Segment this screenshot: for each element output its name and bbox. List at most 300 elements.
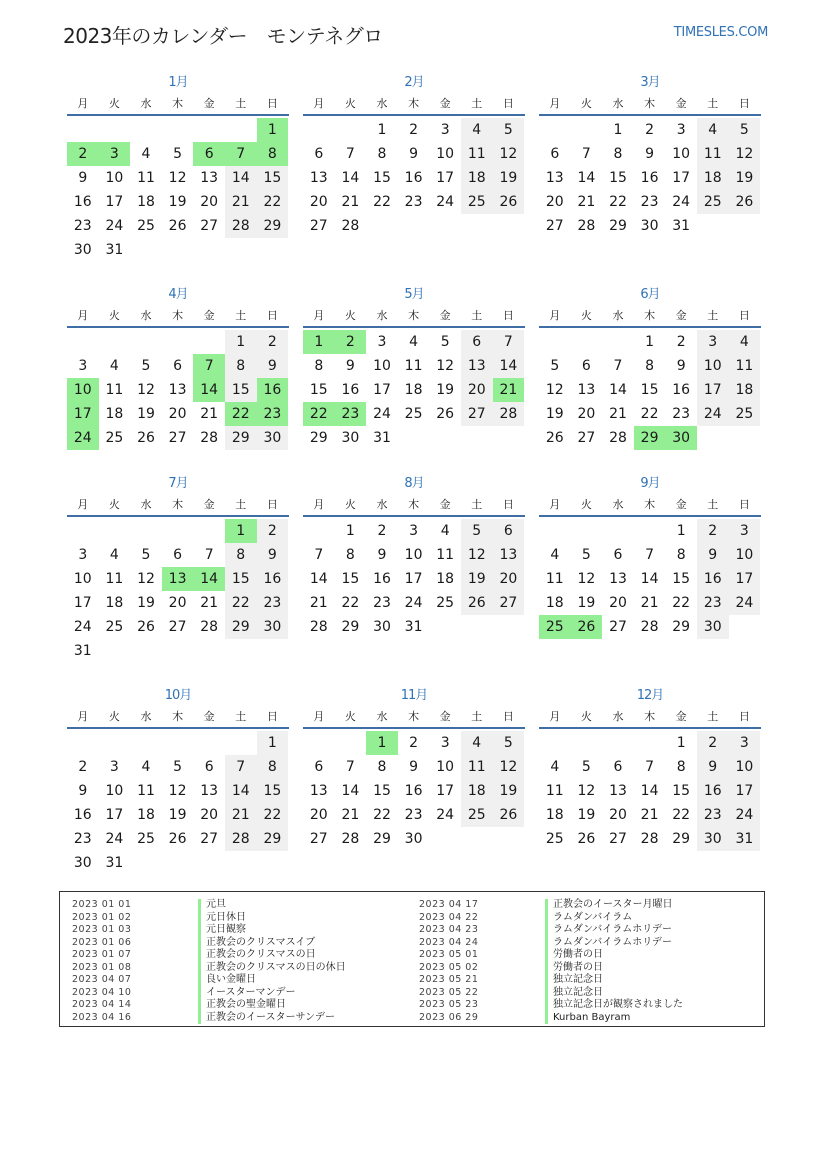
legend-row [419, 924, 683, 937]
legend-holiday-name: ラムダンバイラムホリデー [545, 937, 672, 950]
weekday-header [539, 94, 761, 116]
month-block [67, 685, 289, 875]
empty-cell [335, 731, 367, 755]
empty-cell [303, 118, 335, 142]
weekday-label: 木 [644, 498, 656, 511]
weekday-label: 月 [77, 309, 89, 322]
day-cell: 15 [257, 166, 289, 190]
month-name: 9月 [640, 476, 660, 491]
day-cell: 21 [200, 595, 219, 611]
day-cell: 30 [257, 426, 289, 450]
holiday-day-cell: 6 [193, 142, 225, 166]
day-cell: 3 [409, 523, 419, 539]
empty-cell [539, 731, 571, 755]
day-cell: 18 [545, 595, 564, 611]
day-cell: 18 [697, 166, 729, 190]
weekday-label: 水 [612, 309, 624, 322]
day-cell: 3 [729, 731, 761, 755]
month-name: 10月 [164, 688, 192, 703]
day-cell: 23 [404, 807, 423, 823]
day-cell: 17 [105, 194, 124, 210]
weekday-label: 日 [266, 309, 278, 322]
day-cell: 25 [461, 803, 493, 827]
day-cell: 6 [613, 759, 623, 775]
day-cell: 15 [257, 779, 289, 803]
legend-column-left [72, 899, 346, 1024]
day-cell: 27 [168, 430, 187, 446]
empty-cell [571, 519, 603, 543]
day-cell: 3 [78, 358, 88, 374]
day-cell: 25 [137, 831, 155, 847]
day-cell: 19 [137, 406, 155, 422]
weekday-label: 日 [502, 309, 514, 322]
day-cell: 21 [640, 807, 659, 823]
holiday-legend [59, 891, 765, 1027]
day-cell: 11 [729, 354, 761, 378]
day-cell: 4 [461, 731, 493, 755]
legend-date: 2023 04 17 [419, 899, 479, 910]
day-cell: 4 [550, 759, 560, 775]
day-cell: 12 [577, 571, 596, 587]
day-cell: 16 [73, 194, 92, 210]
day-cell: 27 [493, 591, 525, 615]
weekday-label: 火 [344, 498, 356, 511]
empty-cell [602, 330, 634, 354]
legend-date: 2023 04 24 [419, 936, 479, 948]
day-cell: 25 [436, 595, 455, 611]
empty-cell [539, 330, 571, 354]
day-cell: 13 [200, 170, 219, 186]
day-cell: 8 [377, 146, 387, 162]
day-cell: 10 [436, 146, 455, 162]
legend-column-right [419, 899, 683, 1024]
day-cell: 13 [545, 170, 564, 186]
month-name: 4月 [168, 287, 188, 302]
holiday-day-cell: 30 [665, 426, 697, 450]
weekday-label: 火 [108, 710, 120, 723]
day-cell: 25 [404, 406, 423, 422]
weekday-label: 土 [235, 309, 247, 322]
day-cell: 11 [461, 142, 493, 166]
day-cell: 15 [373, 783, 391, 799]
day-cell: 7 [314, 547, 324, 563]
legend-holiday-name: 労働者の日 [545, 949, 603, 962]
day-cell: 8 [613, 146, 623, 162]
day-cell: 16 [697, 779, 729, 803]
day-cell: 8 [377, 759, 387, 775]
weekday-label: 日 [738, 710, 750, 723]
legend-holiday-name: 正教会のクリスマスの日 [198, 949, 316, 962]
day-cell: 25 [697, 190, 729, 214]
day-cell: 19 [729, 166, 761, 190]
legend-holiday-name: ラムダンバイラムホリデー [545, 924, 672, 937]
legend-row [72, 1012, 346, 1025]
day-cell: 15 [225, 567, 257, 591]
weekday-label: 火 [580, 710, 592, 723]
day-cell: 13 [168, 382, 187, 398]
day-cell: 30 [697, 615, 729, 639]
day-cell: 26 [729, 190, 761, 214]
weekday-header [539, 495, 761, 517]
day-cell: 4 [141, 146, 151, 162]
weekday-label: 日 [738, 97, 750, 110]
weekday-label: 水 [376, 710, 388, 723]
day-cell: 18 [137, 807, 155, 823]
weekday-label: 月 [313, 97, 325, 110]
day-cell: 15 [672, 571, 691, 587]
day-cell: 26 [493, 190, 525, 214]
day-cell: 30 [640, 218, 659, 234]
weekday-header [303, 707, 525, 729]
day-cell: 18 [404, 382, 423, 398]
weekday-header [303, 306, 525, 328]
weekday-label: 月 [313, 309, 325, 322]
legend-date: 2023 04 10 [72, 986, 132, 998]
day-cell: 6 [173, 358, 183, 374]
day-cell: 5 [493, 731, 525, 755]
month-block [303, 72, 525, 238]
day-cell: 18 [105, 595, 124, 611]
day-cell: 16 [697, 567, 729, 591]
day-cell: 7 [345, 759, 355, 775]
month-block [539, 284, 761, 450]
day-cell: 18 [729, 378, 761, 402]
weekday-label: 火 [580, 97, 592, 110]
day-cell: 5 [173, 146, 183, 162]
empty-cell [99, 731, 131, 755]
day-cell: 15 [309, 382, 328, 398]
day-cell: 17 [697, 378, 729, 402]
holiday-day-cell: 3 [99, 142, 131, 166]
day-cell: 31 [672, 218, 691, 234]
day-cell: 13 [461, 354, 493, 378]
day-cell: 8 [676, 759, 686, 775]
day-cell: 29 [672, 831, 691, 847]
day-cell: 20 [609, 807, 627, 823]
day-cell: 12 [436, 358, 455, 374]
weekday-label: 月 [77, 498, 89, 511]
day-cell: 10 [73, 571, 92, 587]
day-cell: 5 [141, 547, 151, 563]
legend-row [72, 999, 346, 1012]
day-cell: 15 [341, 571, 360, 587]
day-cell: 21 [640, 595, 659, 611]
day-cell: 9 [645, 146, 655, 162]
empty-cell [602, 519, 634, 543]
day-cell: 1 [676, 735, 686, 751]
legend-holiday-name: ラムダンバイラム [545, 912, 632, 925]
month-name: 2月 [404, 75, 424, 90]
day-cell: 3 [109, 759, 119, 775]
day-cell: 22 [609, 194, 627, 210]
day-grid [303, 519, 525, 639]
brand-logo-text[interactable]: TIMESLES.COM [673, 25, 768, 40]
legend-date: 2023 05 01 [419, 949, 479, 960]
weekday-label: 日 [266, 97, 278, 110]
day-cell: 14 [609, 382, 627, 398]
day-cell: 12 [493, 755, 525, 779]
day-cell: 20 [577, 406, 596, 422]
day-cell: 27 [200, 831, 219, 847]
legend-holiday-name: 正教会のイースター月曜日 [545, 899, 673, 912]
weekday-label: 火 [344, 97, 356, 110]
day-cell: 24 [436, 194, 455, 210]
legend-holiday-name: 元日観察 [198, 924, 246, 937]
day-cell: 27 [168, 619, 187, 635]
weekday-label: 金 [439, 309, 451, 322]
empty-cell [335, 118, 367, 142]
weekday-header [539, 306, 761, 328]
holiday-day-cell: 22 [225, 402, 257, 426]
legend-holiday-name: 正教会のクリスマスの日の休日 [198, 962, 346, 975]
day-cell: 25 [729, 402, 761, 426]
day-cell: 19 [168, 194, 187, 210]
month-name: 11月 [400, 688, 428, 703]
empty-cell [162, 731, 194, 755]
day-cell: 27 [461, 402, 493, 426]
legend-row [419, 899, 683, 912]
day-cell: 1 [613, 122, 623, 138]
day-cell: 7 [345, 146, 355, 162]
day-cell: 18 [461, 779, 493, 803]
empty-cell [67, 519, 99, 543]
legend-holiday-name: 良い金曜日 [198, 974, 256, 987]
legend-row [419, 974, 683, 987]
day-cell: 11 [137, 783, 155, 799]
day-cell: 13 [577, 382, 596, 398]
legend-date: 2023 04 14 [72, 999, 132, 1010]
holiday-day-cell: 8 [257, 142, 289, 166]
legend-date: 2023 01 07 [72, 949, 132, 960]
empty-cell [162, 118, 194, 142]
day-cell: 21 [225, 803, 257, 827]
weekday-label: 金 [675, 97, 687, 110]
weekday-label: 火 [344, 309, 356, 322]
weekday-label: 水 [140, 710, 152, 723]
day-cell: 26 [168, 218, 187, 234]
weekday-label: 土 [707, 97, 719, 110]
day-cell: 5 [581, 759, 591, 775]
day-cell: 9 [409, 146, 419, 162]
day-cell: 14 [640, 571, 659, 587]
day-cell: 24 [729, 591, 761, 615]
legend-row [419, 937, 683, 950]
day-cell: 20 [168, 595, 187, 611]
day-cell: 31 [404, 619, 423, 635]
day-cell: 29 [373, 831, 391, 847]
holiday-day-cell: 23 [335, 402, 367, 426]
empty-cell [162, 519, 194, 543]
day-cell: 31 [105, 855, 124, 871]
day-cell: 28 [341, 831, 360, 847]
day-cell: 10 [373, 358, 391, 374]
weekday-label: 水 [376, 309, 388, 322]
day-cell: 29 [309, 430, 328, 446]
day-cell: 2 [645, 122, 655, 138]
day-cell: 8 [645, 358, 655, 374]
day-cell: 23 [257, 591, 289, 615]
day-cell: 9 [697, 543, 729, 567]
day-cell: 22 [257, 190, 289, 214]
day-cell: 13 [309, 170, 328, 186]
day-cell: 27 [309, 831, 328, 847]
day-grid [67, 731, 289, 875]
weekday-label: 水 [140, 498, 152, 511]
weekday-label: 木 [644, 97, 656, 110]
weekday-header [67, 306, 289, 328]
legend-date: 2023 01 01 [72, 899, 132, 910]
weekday-label: 水 [140, 97, 152, 110]
empty-cell [193, 731, 225, 755]
day-cell: 2 [78, 759, 88, 775]
legend-date: 2023 05 02 [419, 961, 479, 973]
day-cell: 13 [309, 783, 328, 799]
weekday-header [303, 495, 525, 517]
day-cell: 26 [436, 406, 455, 422]
empty-cell [539, 118, 571, 142]
empty-cell [130, 118, 162, 142]
day-cell: 21 [200, 406, 219, 422]
day-cell: 4 [109, 358, 119, 374]
day-cell: 26 [137, 430, 155, 446]
day-cell: 4 [440, 523, 450, 539]
empty-cell [67, 118, 99, 142]
day-cell: 3 [729, 519, 761, 543]
weekday-label: 土 [235, 498, 247, 511]
weekday-label: 金 [439, 498, 451, 511]
day-cell: 17 [729, 779, 761, 803]
holiday-day-cell: 14 [193, 567, 225, 591]
empty-cell [602, 731, 634, 755]
day-cell: 15 [640, 382, 659, 398]
day-cell: 15 [225, 378, 257, 402]
day-cell: 15 [672, 783, 691, 799]
weekday-label: 日 [738, 498, 750, 511]
day-cell: 20 [609, 595, 627, 611]
day-cell: 24 [404, 595, 423, 611]
day-cell: 11 [404, 358, 423, 374]
day-cell: 27 [609, 619, 627, 635]
empty-cell [130, 519, 162, 543]
day-cell: 10 [729, 543, 761, 567]
day-cell: 19 [577, 807, 596, 823]
day-cell: 9 [257, 354, 289, 378]
day-cell: 6 [581, 358, 591, 374]
day-cell: 6 [550, 146, 560, 162]
day-cell: 3 [697, 330, 729, 354]
weekday-label: 月 [77, 710, 89, 723]
legend-date: 2023 01 02 [72, 911, 132, 923]
day-cell: 10 [672, 146, 691, 162]
day-cell: 28 [225, 827, 257, 851]
month-name: 3月 [640, 75, 660, 90]
day-cell: 12 [729, 142, 761, 166]
day-cell: 22 [373, 807, 391, 823]
legend-holiday-name: 正教会のイースターサンデー [198, 1012, 335, 1025]
day-cell: 16 [404, 170, 423, 186]
day-cell: 19 [137, 595, 155, 611]
empty-cell [303, 519, 335, 543]
empty-cell [303, 731, 335, 755]
day-cell: 21 [309, 595, 328, 611]
day-cell: 2 [257, 330, 289, 354]
weekday-label: 木 [644, 710, 656, 723]
day-cell: 18 [137, 194, 155, 210]
legend-row [419, 987, 683, 1000]
day-cell: 24 [73, 619, 92, 635]
day-cell: 16 [341, 382, 360, 398]
legend-date: 2023 05 23 [419, 999, 479, 1010]
day-cell: 8 [345, 547, 355, 563]
weekday-header [539, 707, 761, 729]
empty-cell [99, 118, 131, 142]
legend-holiday-name: 独立記念日 [545, 987, 603, 1000]
empty-cell [634, 731, 666, 755]
day-cell: 6 [204, 759, 214, 775]
day-cell: 25 [461, 190, 493, 214]
weekday-label: 日 [502, 710, 514, 723]
day-cell: 25 [105, 430, 124, 446]
weekday-label: 土 [471, 97, 483, 110]
weekday-label: 月 [313, 498, 325, 511]
day-cell: 24 [105, 218, 124, 234]
day-cell: 20 [200, 807, 219, 823]
day-cell: 14 [225, 779, 257, 803]
day-cell: 29 [609, 218, 627, 234]
weekday-label: 水 [612, 710, 624, 723]
day-cell: 21 [609, 406, 627, 422]
day-cell: 28 [493, 402, 525, 426]
day-cell: 28 [577, 218, 596, 234]
weekday-label: 土 [707, 498, 719, 511]
day-cell: 23 [73, 218, 92, 234]
weekday-label: 土 [471, 710, 483, 723]
day-cell: 19 [545, 406, 564, 422]
day-cell: 12 [137, 382, 155, 398]
empty-cell [130, 330, 162, 354]
day-cell: 30 [404, 831, 423, 847]
empty-cell [193, 519, 225, 543]
month-block [303, 284, 525, 450]
day-cell: 14 [309, 571, 328, 587]
day-cell: 7 [493, 330, 525, 354]
day-cell: 21 [225, 190, 257, 214]
day-cell: 4 [109, 547, 119, 563]
day-cell: 1 [377, 122, 387, 138]
day-cell: 20 [200, 194, 219, 210]
weekday-label: 金 [203, 498, 215, 511]
page-title: 2023年のカレンダー モンテネグロ [63, 24, 383, 48]
weekday-label: 月 [549, 710, 561, 723]
day-cell: 17 [436, 170, 455, 186]
weekday-label: 土 [707, 309, 719, 322]
holiday-day-cell: 26 [571, 615, 603, 639]
day-cell: 24 [105, 831, 124, 847]
day-cell: 11 [545, 571, 564, 587]
day-cell: 20 [168, 406, 187, 422]
day-cell: 3 [377, 334, 387, 350]
month-name: 1月 [168, 75, 188, 90]
weekday-label: 金 [675, 710, 687, 723]
day-cell: 10 [697, 354, 729, 378]
day-cell: 1 [225, 330, 257, 354]
month-name: 6月 [640, 287, 660, 302]
empty-cell [225, 118, 257, 142]
weekday-label: 金 [203, 97, 215, 110]
legend-date: 2023 04 23 [419, 924, 479, 935]
day-cell: 9 [345, 358, 355, 374]
weekday-label: 土 [471, 309, 483, 322]
